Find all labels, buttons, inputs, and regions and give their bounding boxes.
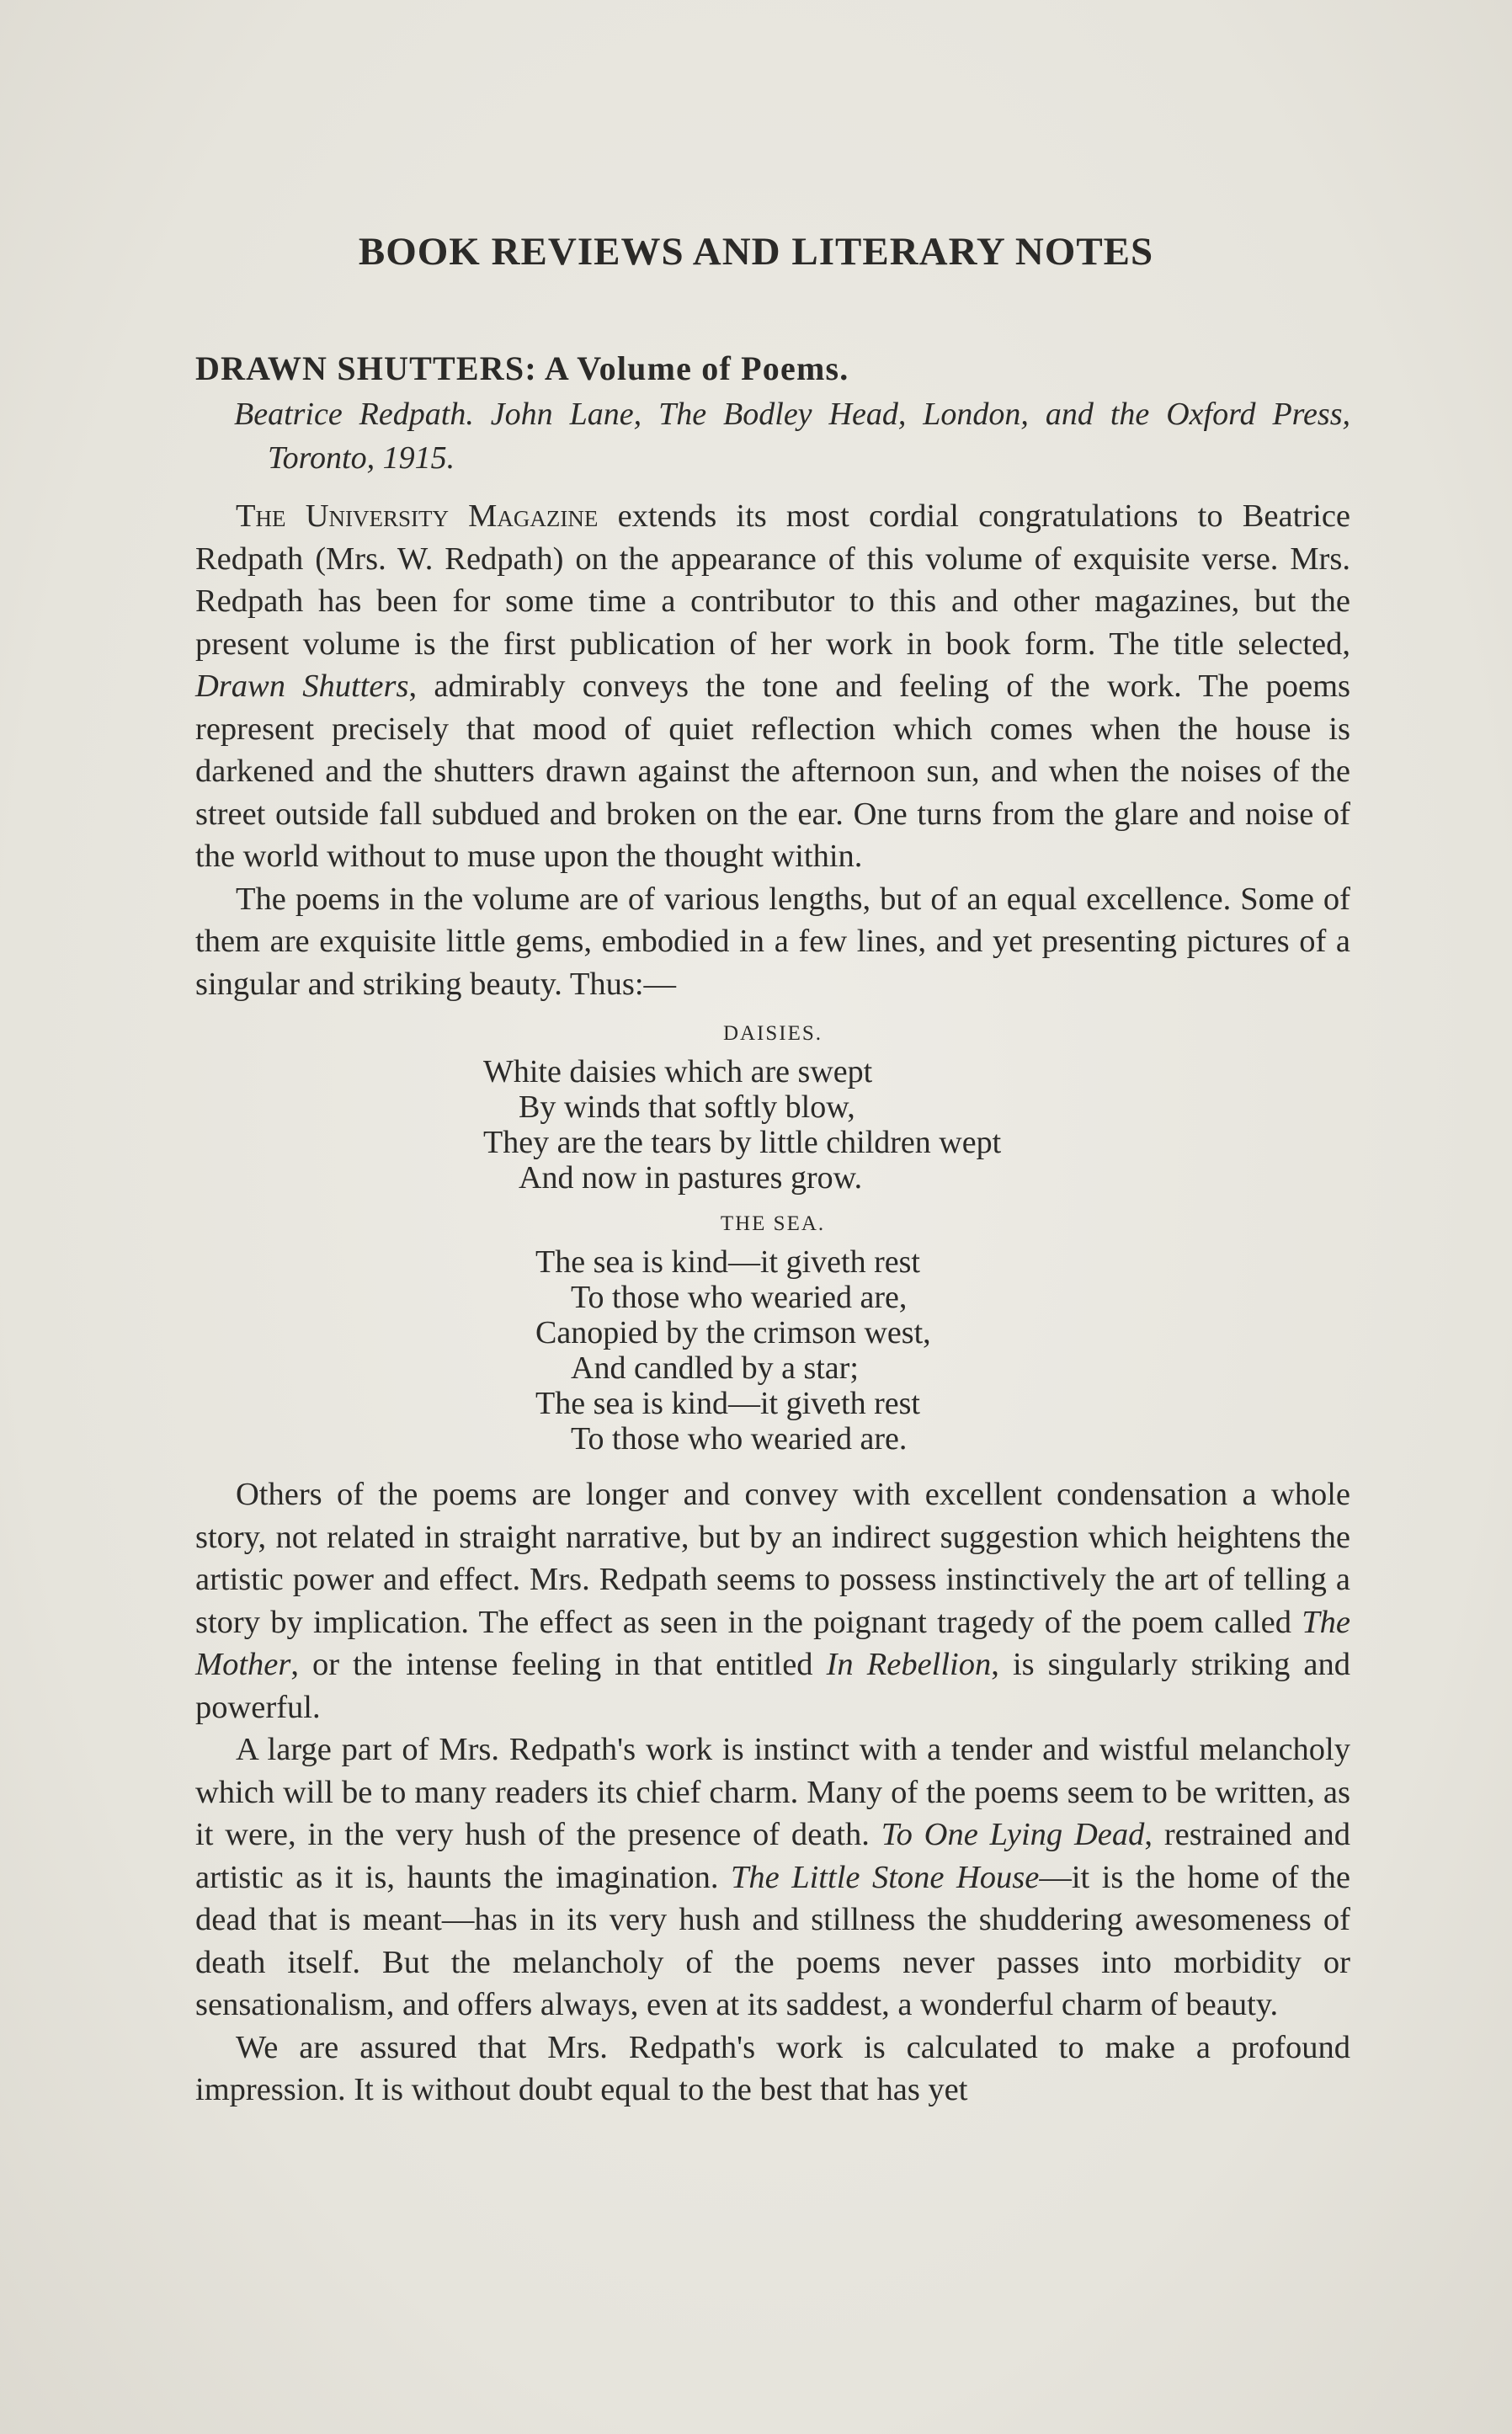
- poem-line: The sea is kind—it giveth rest: [535, 1386, 920, 1421]
- magazine-name: The University Magazine: [236, 498, 599, 534]
- paragraph-4-text-c: —it is the home of the dead that is meant—has in its very hush and stillness the shuddering awesomeness of death itself. But the melancholy of the poems never passes into morbidity or sensationalism, and offers always, even at its saddest, a wonderful charm of beauty.: [195, 1859, 1350, 2022]
- poem-the-sea: [195, 1212, 1350, 1457]
- paragraph-3-text-a: Others of the poems are longer and convey with excellent condensation a whole story, not related in straight narrative, but by an indirect suggestion which heightens the artistic power and effect. Mrs. Redpath seems to possess instinctively the art of telling a story by implication. The effect as seen in the poignant tragedy of the poem called: [195, 1477, 1350, 1640]
- poem-line: To those who wearied are.: [571, 1421, 908, 1457]
- poem-line: The sea is kind—it giveth rest: [535, 1244, 920, 1280]
- poem-title: DAISIES.: [722, 1022, 823, 1045]
- poem-line: By winds that softly blow,: [519, 1089, 855, 1125]
- review-title: DRAWN SHUTTERS: A Volume of Poems.: [195, 349, 849, 387]
- poem-line: White daisies which are swept: [483, 1054, 873, 1089]
- paragraph-4-text-a: A large part of Mrs. Redpath's work is instinct with a tender and wistful melancholy which will be to many readers its chief charm. Many of the poems seem to be written, as it were, in the very hush of the presence of death.: [195, 1732, 1350, 1852]
- poem-line: Canopied by the crimson west,: [535, 1315, 931, 1350]
- paragraph-4-text-b: , restrained and artistic as it is, haunts the imagination.: [195, 1817, 1350, 1895]
- paragraph-4: [195, 1728, 1350, 2027]
- poem-line: To those who wearied are,: [571, 1280, 908, 1315]
- poem-title-italic: The Little Stone House: [730, 1859, 1040, 1895]
- paragraph-3-text-c: , is singularly striking and powerful.: [195, 1647, 1350, 1725]
- poem-lines: [483, 1054, 1350, 1196]
- poem-daisies: [195, 1022, 1350, 1196]
- paragraph-1-text-b: , admirably conveys the tone and feeling of the work. The poems represent precisely that mood of quiet reflection which comes when the house is darkened and the shutters drawn against the afternoon sun, and when the noises of the street outside fall subdued and broken on the ear. One turns from the glare and noise of the world without to muse upon the thought within.: [195, 668, 1350, 874]
- paragraph-1-text-a: extends its most cordial congratulations to Beatrice Redpath (Mrs. W. Redpath) on the appearance of this volume of exquisite verse. Mrs. Redpath has been for some time a contributor to this and other magazines, but the present volume is the first publication of her work in book form. The title selected,: [195, 498, 1350, 662]
- poem-line: And candled by a star;: [571, 1350, 859, 1386]
- poem-title-italic: In Rebellion: [826, 1647, 992, 1682]
- paragraph-1: [195, 495, 1350, 878]
- book-title-italic: Drawn Shutters: [195, 668, 409, 704]
- poem-lines: [535, 1244, 1350, 1457]
- poem-line: They are the tears by little children wept: [483, 1125, 1002, 1160]
- paragraph-3-text-b: , or the intense feeling in that entitled: [290, 1647, 827, 1682]
- poem-title-italic: The Mother: [195, 1604, 1350, 1682]
- paragraph-3: [195, 1473, 1350, 1728]
- review-article: [195, 345, 1350, 2112]
- poem-title: THE SEA.: [720, 1212, 826, 1235]
- poem-title-italic: To One Lying Dead: [881, 1817, 1145, 1852]
- review-citation: Beatrice Redpath. John Lane, The Bodley Head, London, and the Oxford Press, Toronto, 1915.: [234, 397, 1350, 476]
- paragraph-2: The poems in the volume are of various lengths, but of an equal excellence. Some of them are exquisite little gems, embodied in a few lines, and yet presenting pictures of a singular and striking beauty. Thus:—: [195, 881, 1350, 1002]
- poem-line: And now in pastures grow.: [519, 1160, 863, 1196]
- paragraph-5: We are assured that Mrs. Redpath's work is calculated to make a profound impression. It is without doubt equal to the best that has yet: [195, 2029, 1350, 2107]
- page-heading: BOOK REVIEWS AND LITERARY NOTES: [358, 230, 1154, 274]
